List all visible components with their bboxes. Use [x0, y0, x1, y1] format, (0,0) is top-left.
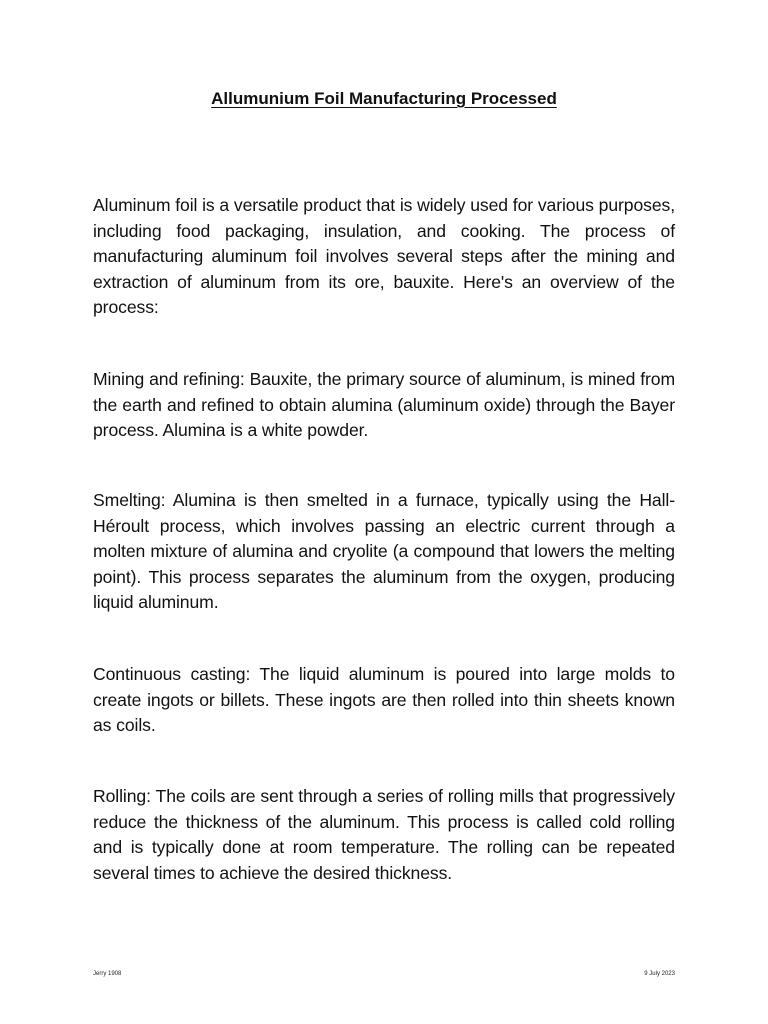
document-title: Allumunium Foil Manufacturing Processed: [211, 89, 557, 108]
paragraph-smelting: Smelting: Alumina is then smelted in a furnace, typically using the Hall-Héroult process, which involves passing an electric current through a molten mixture of alumina and cryolite (a compound that lowers the melting point). This process separates the aluminum from the oxygen, producing liquid aluminum.: [93, 490, 675, 613]
paragraph-mining-and-refining: Mining and refining: Bauxite, the primary source of aluminum, is mined from the earth and refined to obtain alumina (aluminum oxide) through the Bayer process. Alumina is a white powder.: [93, 369, 675, 441]
footer-author: Jerry 1908: [93, 971, 122, 977]
paragraph-rolling: Rolling: The coils are sent through a series of rolling mills that progressively reduce the thickness of the aluminum. This process is called cold rolling and is typically done at room temperature. The rolling can be repeated several times to achieve the desired thickness.: [93, 786, 675, 883]
footer-date: 9 July 2023: [644, 971, 675, 977]
paragraph-introduction: Aluminum foil is a versatile product that is widely used for various purposes, including food packaging, insulation, and cooking. The process of manufacturing aluminum foil involves several steps after the mining and extraction of aluminum from its ore, bauxite. Here's an overview of the process:: [93, 195, 675, 318]
paragraph-continuous-casting: Continuous casting: The liquid aluminum is poured into large molds to create ingots or billets. These ingots are then rolled into thin sheets known as coils.: [93, 664, 675, 736]
